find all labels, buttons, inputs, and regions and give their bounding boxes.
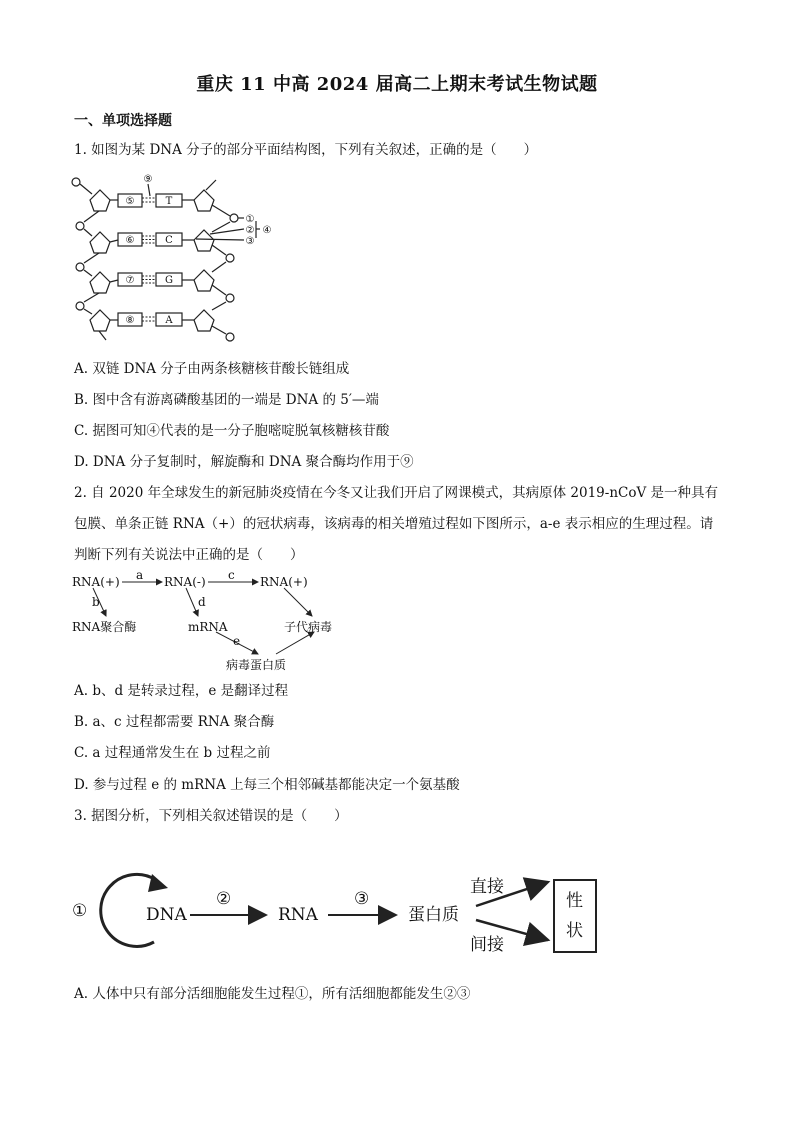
protein-node-label: 蛋白质	[408, 905, 459, 925]
dna-label-8: ⑧	[125, 315, 135, 326]
q1-option-c: C. 据图可知④代表的是一分子胞嘧啶脱氧核糖核苷酸	[74, 423, 390, 439]
rna-plus-2-label: RNA(+)	[260, 575, 308, 589]
q3-option-a: A. 人体中只有部分活细胞能发生过程①，所有活细胞都能发生②③	[74, 986, 471, 1002]
q2-option-a: A. b、d 是转录过程，e 是翻译过程	[74, 683, 289, 699]
q1-stem: 1. 如图为某 DNA 分子的部分平面结构图，下列有关叙述，正确的是（ ）	[74, 142, 538, 158]
dna-label-7: ⑦	[125, 275, 135, 286]
process-b-label: b	[92, 595, 100, 609]
dna-label-2: ②	[245, 225, 255, 236]
direct-label: 直接	[470, 877, 504, 897]
process-c-label: c	[228, 568, 235, 582]
transcription-step-label: ②	[216, 889, 232, 909]
q2-stem-line-1: 2. 自 2020 年全球发生的新冠肺炎疫情在今冬又让我们开启了网课模式，其病原体 2019-nCoV 是一种具有	[74, 485, 719, 501]
dna-label-1: ①	[245, 214, 255, 225]
dna-base-a: A	[165, 315, 173, 326]
dna-label-9: ⑨	[143, 174, 153, 185]
rna-plus-label: RNA(+)	[72, 575, 120, 589]
central-dogma-diagram	[66, 860, 606, 960]
process-a-label: a	[136, 568, 144, 582]
progeny-virus-label: 子代病毒	[284, 620, 333, 634]
dna-structure-diagram	[66, 170, 286, 342]
dna-label-4: ④	[262, 225, 272, 236]
dna-label-6: ⑥	[125, 235, 135, 246]
dna-node-label: DNA	[146, 905, 187, 925]
section-heading: 一、单项选择题	[74, 113, 172, 129]
translation-step-label: ③	[354, 889, 370, 909]
dna-base-t: T	[165, 196, 173, 207]
virus-replication-diagram	[66, 566, 356, 674]
mrna-label: mRNA	[188, 620, 228, 634]
q2-stem-line-2: 包膜、单条正链 RNA（+）的冠状病毒，该病毒的相关增殖过程如下图所示，a-e 表示相应的生理过程。请	[74, 516, 714, 532]
q1-option-d: D. DNA 分子复制时，解旋酶和 DNA 聚合酶均作用于⑨	[74, 454, 414, 470]
trait-char-1: 性	[566, 891, 583, 911]
dna-base-g: G	[165, 275, 173, 286]
process-d-label: d	[198, 595, 206, 609]
q2-option-d: D. 参与过程 e 的 mRNA 上每三个相邻碱基都能决定一个氨基酸	[74, 777, 460, 793]
dna-base-c: C	[165, 235, 173, 246]
rna-polymerase-label: RNA聚合酶	[72, 620, 137, 634]
page-title: 重庆 11 中高 2024 届高二上期末考试生物试题	[196, 74, 598, 95]
q3-stem: 3. 据图分析，下列相关叙述错误的是（ ）	[74, 808, 348, 824]
q1-option-a: A. 双链 DNA 分子由两条核糖核苷酸长链组成	[74, 361, 350, 377]
q1-option-b: B. 图中含有游离磷酸基团的一端是 DNA 的 5′—端	[74, 392, 379, 408]
trait-char-2: 状	[566, 921, 583, 941]
q2-stem-line-3: 判断下列有关说法中正确的是（ ）	[74, 547, 304, 563]
dna-label-3: ③	[245, 236, 255, 247]
process-e-label: e	[233, 634, 241, 648]
viral-protein-label: 病毒蛋白质	[226, 658, 287, 672]
indirect-label: 间接	[470, 935, 504, 955]
dna-label-5: ⑤	[125, 196, 135, 207]
q2-option-c: C. a 过程通常发生在 b 过程之前	[74, 745, 271, 761]
replication-step-label: ①	[72, 901, 88, 921]
q2-option-b: B. a、c 过程都需要 RNA 聚合酶	[74, 714, 275, 730]
rna-minus-label: RNA(-)	[164, 575, 206, 589]
rna-node-label: RNA	[278, 905, 318, 925]
phosphate-circle	[72, 178, 80, 186]
